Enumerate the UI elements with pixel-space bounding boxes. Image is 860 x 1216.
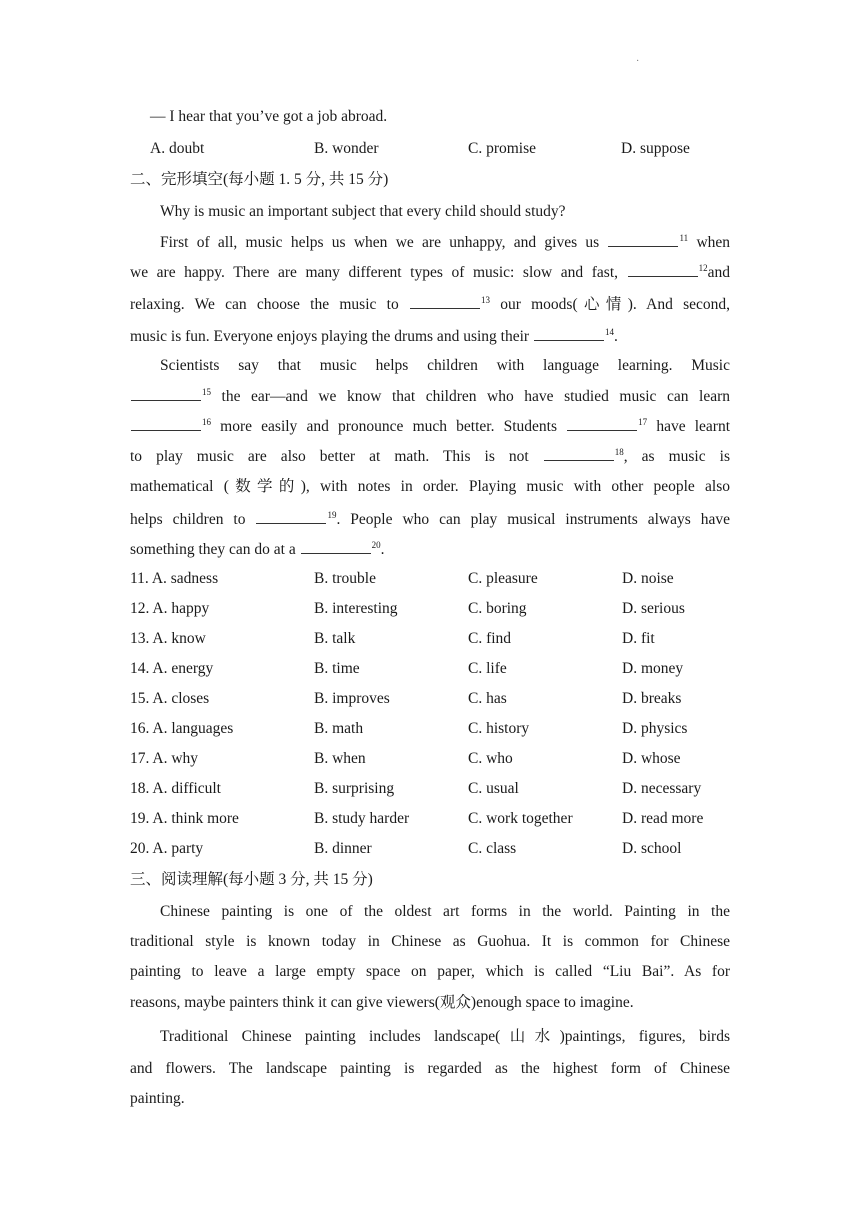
cloze-line-7: [130, 386, 730, 407]
cloze-text: helps children to: [130, 511, 246, 528]
q10-option-a: A. doubt: [150, 140, 205, 157]
option-d: D. read more: [622, 810, 704, 827]
blank-number-18: 18: [614, 446, 624, 457]
option-a: 20. A. party: [130, 840, 204, 857]
option-a: 13. A. know: [130, 630, 206, 647]
blank-11: [608, 232, 678, 247]
reading-p1-line-4: reasons, maybe painters think it can give viewers(观众)enough space to imagine.: [130, 994, 634, 1011]
blank-12: [628, 262, 698, 277]
cloze-line-6: Scientists say that music helps children with language learning. Music: [160, 357, 730, 374]
option-b: B. math: [314, 720, 364, 737]
blank-20: [301, 539, 371, 554]
cloze-line-3: [130, 262, 730, 283]
cloze-line-4: [130, 294, 730, 315]
blank-number-17: 17: [638, 416, 648, 427]
cloze-text: when: [696, 234, 731, 251]
option-c: C. find: [468, 630, 512, 647]
option-d: D. money: [622, 660, 684, 677]
blank-14: [534, 326, 604, 341]
option-d: D. noise: [622, 570, 674, 587]
cloze-text: . People who can play musical instruments always have: [336, 511, 730, 528]
cloze-text: have learnt: [656, 418, 731, 435]
cloze-text: to play music are also better at math. This is not: [130, 448, 529, 465]
cloze-text: music is fun. Everyone enjoys playing the drums and using their: [130, 328, 530, 345]
option-c: C. work together: [468, 810, 573, 827]
q10-option-d: D. suppose: [621, 140, 690, 157]
option-a: 11. A. sadness: [130, 570, 219, 587]
option-a: 17. A. why: [130, 750, 199, 767]
option-d: D. physics: [622, 720, 688, 737]
blank-number-13: 13: [480, 294, 490, 305]
option-b: B. talk: [314, 630, 356, 647]
blank-number-15: 15: [202, 386, 211, 397]
blank-number-14: 14: [604, 326, 614, 337]
option-c: C. who: [468, 750, 513, 767]
option-c: C. boring: [468, 600, 527, 617]
blank-number-19: 19: [327, 509, 337, 520]
option-b: B. trouble: [314, 570, 376, 587]
option-b: B. improves: [314, 690, 390, 707]
blank-number-12: 12: [698, 262, 708, 273]
cloze-line-11: [130, 509, 730, 530]
cloze-text: , as music is: [623, 448, 730, 465]
blank-15: [131, 386, 201, 401]
blank-number-16: 16: [202, 416, 211, 427]
option-d: D. school: [622, 840, 682, 857]
q10-option-c: C. promise: [468, 140, 537, 157]
blank-16: [131, 416, 201, 431]
cloze-line-1: Why is music an important subject that every child should study?: [160, 203, 566, 220]
option-a: 15. A. closes: [130, 690, 210, 707]
option-c: C. usual: [468, 780, 519, 797]
cloze-text: First of all, music helps us when we are unhappy, and gives us: [160, 234, 600, 251]
section2-heading: 二、完形填空(每小题 1. 5 分, 共 15 分): [130, 171, 389, 188]
cloze-text: our moods(心情). And second,: [500, 296, 731, 313]
section3-heading: 三、阅读理解(每小题 3 分, 共 15 分): [130, 871, 373, 888]
cloze-text: and: [707, 264, 730, 281]
option-d: D. fit: [622, 630, 655, 647]
option-b: B. study harder: [314, 810, 410, 827]
reading-p1-line-2: traditional style is known today in Chinese as Guohua. It is common for Chinese: [130, 933, 730, 950]
option-a: 16. A. languages: [130, 720, 234, 737]
option-a: 19. A. think more: [130, 810, 239, 827]
cloze-line-5: music is fun. Everyone enjoys playing the drums and using their $^{14}$.: [130, 326, 618, 345]
q10-option-b: B. wonder: [314, 140, 379, 157]
blank-number-20: 20: [371, 539, 381, 550]
option-c: C. class: [468, 840, 517, 857]
option-a: 18. A. difficult: [130, 780, 221, 797]
reading-p2-line-1: Traditional Chinese painting includes landscape(山水)paintings, figures, birds: [160, 1028, 730, 1045]
option-d: D. serious: [622, 600, 685, 617]
option-a: 14. A. energy: [130, 660, 214, 677]
cloze-line-10: mathematical (数学的), with notes in order. Playing music with other people also: [130, 478, 730, 495]
option-d: D. whose: [622, 750, 681, 767]
option-b: B. time: [314, 660, 360, 677]
blank-17: [567, 416, 637, 431]
blank-13: [410, 294, 480, 309]
blank-18: [544, 446, 614, 461]
option-a: 12. A. happy: [130, 600, 210, 617]
cloze-text: something they can do at a: [130, 541, 296, 558]
cloze-line-2: [160, 232, 730, 253]
option-b: B. dinner: [314, 840, 372, 857]
option-c: C. history: [468, 720, 530, 737]
option-b: B. when: [314, 750, 366, 767]
cloze-line-8: [130, 416, 730, 437]
reading-p1-line-3: painting to leave a large empty space on paper, which is called “Liu Bai”. As for: [130, 963, 730, 980]
option-d: D. necessary: [622, 780, 702, 797]
option-c: C. pleasure: [468, 570, 538, 587]
cloze-text: relaxing. We can choose the music to: [130, 296, 399, 313]
cloze-line-9: [130, 446, 730, 467]
blank-19: [256, 509, 326, 524]
q10-dialog: — I hear that you’ve got a job abroad.: [150, 108, 388, 125]
option-c: C. has: [468, 690, 507, 707]
blank-number-11: 11: [679, 232, 689, 243]
option-d: D. breaks: [622, 690, 682, 707]
option-b: B. surprising: [314, 780, 395, 797]
reading-p2-line-3: painting.: [130, 1090, 185, 1107]
option-c: C. life: [468, 660, 507, 677]
reading-p1-line-1: Chinese painting is one of the oldest art forms in the world. Painting in the: [160, 903, 730, 920]
reading-p2-line-2: and flowers. The landscape painting is regarded as the highest form of Chinese: [130, 1060, 730, 1077]
option-b: B. interesting: [314, 600, 398, 617]
page-mark: ·: [636, 56, 640, 67]
cloze-text: more easily and pronounce much better. Students: [220, 418, 558, 435]
cloze-text: the ear—and we know that children who have studied music can learn: [221, 388, 730, 405]
cloze-text: we are happy. There are many different types of music: slow and fast,: [130, 264, 619, 281]
cloze-line-12: something they can do at a $^{20}$.: [130, 539, 385, 558]
